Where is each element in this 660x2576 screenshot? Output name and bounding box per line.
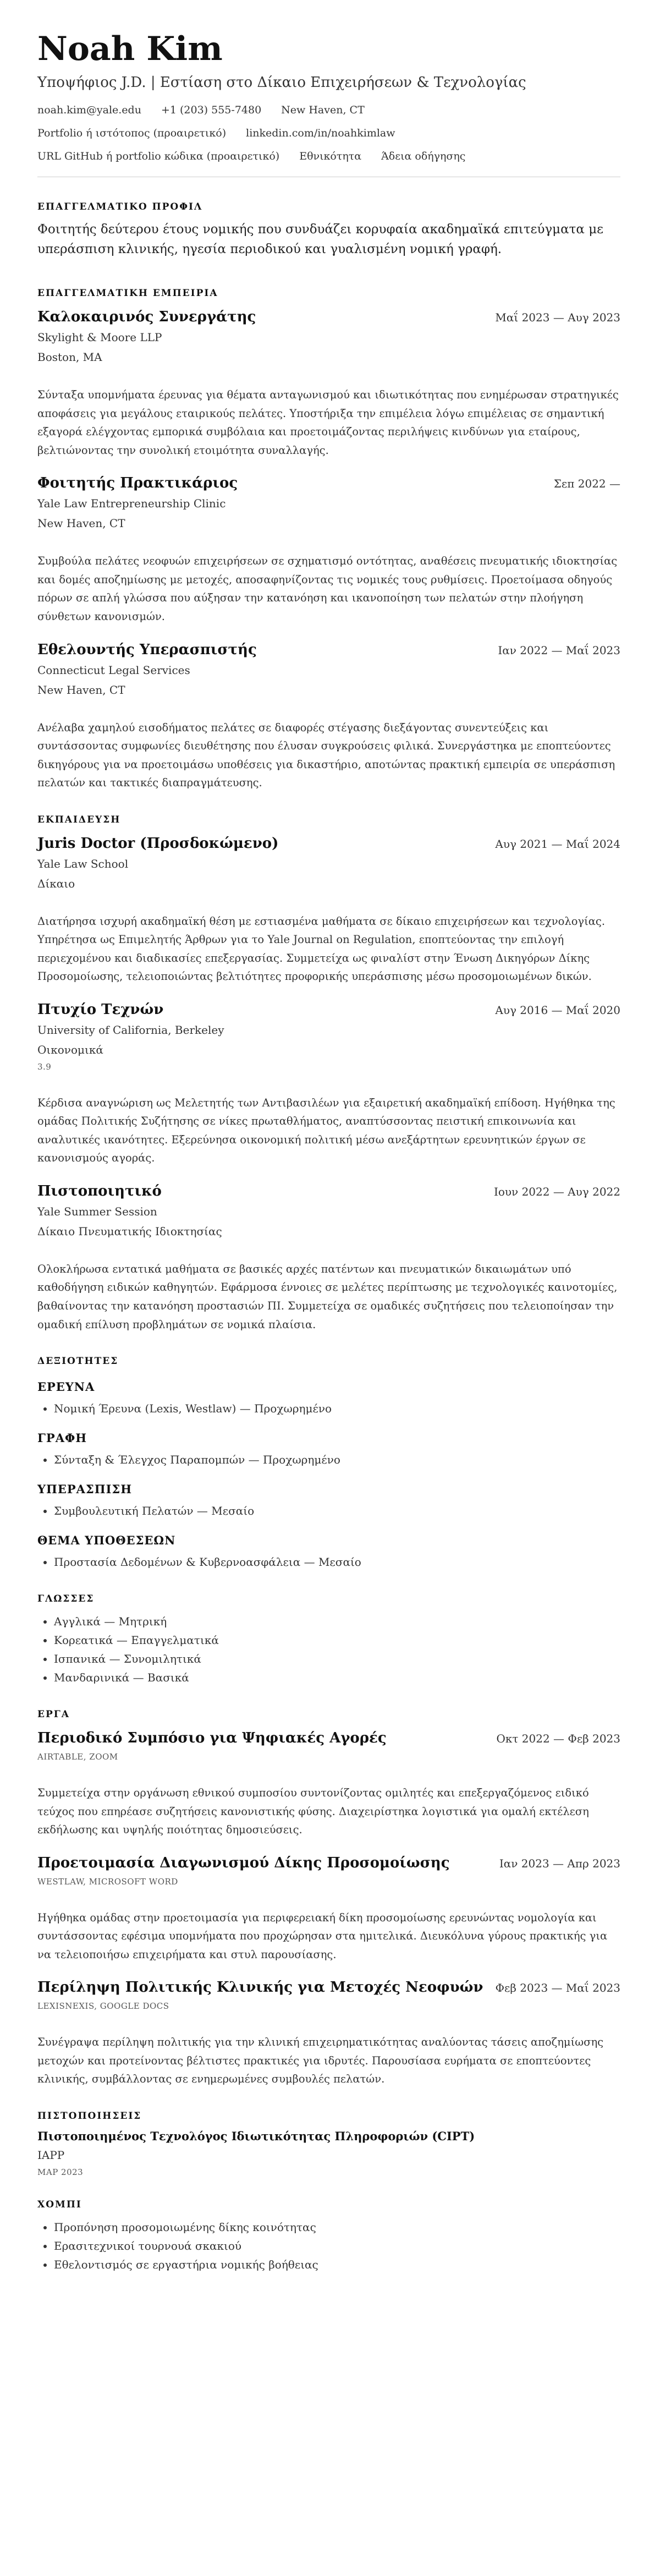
certification-issuer: IAPP	[37, 2148, 65, 2162]
languages-section	[37, 1593, 620, 1687]
project-date: Ιαν 2023 — Απρ 2023	[499, 1856, 620, 1870]
profile-section	[37, 201, 620, 259]
education-description: Ολοκλήρωσα εντατικά μαθήματα σε βασικές αρχές πατέντων και πνευματικών δικαιωμάτων υπό καθοδήγηση ειδικών καθηγητών. Εφάρμοσα έννοιες σε μελέτες περίπτωσης με τεχνολογικές καινοτομίες, βαθαίνοντας την κατανόηση προστασιών ΠΙ. Συμμετείχα σε ομαδικές συζητήσεις που τελειοποίησαν την ομαδική επίλυση προβλημάτων σε νομικά πλαίσια.	[37, 1262, 618, 1331]
phone[interactable]: +1 (203) 555-7480	[161, 104, 262, 116]
project-name: Προετοιμασία Διαγωνισμού Δίκης Προσομοίωσης	[37, 1854, 450, 1871]
project-tech: AIRTABLE, ZOOM	[37, 1752, 118, 1762]
contact-info	[37, 104, 620, 116]
job-date: Μαΐ 2023 — Αυγ 2023	[495, 311, 620, 325]
project-date: Φεβ 2023 — Μαΐ 2023	[495, 1981, 620, 1995]
certifications-section	[37, 2111, 620, 2177]
education-entry	[37, 1001, 620, 1168]
degree-date: Αυγ 2016 — Μαΐ 2020	[495, 1003, 620, 1017]
language-list	[37, 1612, 620, 1687]
project-name: Περιοδικό Συμπόσιο για Ψηφιακές Αγορές	[37, 1730, 387, 1747]
linkedin-link[interactable]: linkedin.com/in/noahkimlaw	[246, 127, 395, 139]
project-entry	[37, 1855, 620, 1964]
experience-section	[37, 288, 620, 792]
profile-text: Φοιτητής δεύτερου έτους νομικής που συνδυάζει κορυφαία ακαδημαϊκά επιτεύγματα με υπεράσπιση κλινικής, ηγεσία περιοδικού και γυαλισμένη νομική γραφή.	[37, 222, 604, 256]
headline: Υποψήφιος J.D. | Εστίαση στο Δίκαιο Επιχειρήσεων & Τεχνολογίας	[37, 74, 526, 91]
job-location: New Haven, CT	[37, 683, 125, 697]
languages-title: ΓΛΩΣΣΕΣ	[37, 1593, 95, 1605]
skill-category: ΓΡΑΦΗ	[37, 1431, 87, 1445]
skill-category: ΥΠΕΡΑΣΠΙΣΗ	[37, 1482, 133, 1497]
school-name: Yale Summer Session	[37, 1204, 157, 1218]
project-entry	[37, 1730, 620, 1839]
skills-title: ΔΕΞΙΟΤΗΤΕΣ	[37, 1356, 119, 1367]
job-date: Ιαν 2022 — Μαΐ 2023	[498, 643, 620, 657]
degree-date: Ιουν 2022 — Αυγ 2022	[493, 1185, 620, 1198]
school-name: Yale Law School	[37, 857, 129, 870]
skill-item: • Συμβουλευτική Πελατών — Μεσαίο	[54, 1501, 620, 1520]
job-description: Ανέλαβα χαμηλού εισοδήματος πελάτες σε διαφορές στέγασης διεξάγοντας συνεντεύξεις και συντάσσοντας συμφωνίες διευθέτησης που έλυσαν συγκρούσεις φιλικά. Συνεργάστηκα με εποπτεύοντες δικηγόρους για να προετοιμάσω υποθέσεις για δικαστήριο, αποτώντας πρακτική εμπειρία σε υπεράσπιση πελατών και τακτικές διαπραγμάτευσης.	[37, 721, 615, 790]
project-date: Οκτ 2022 — Φεβ 2023	[496, 1732, 620, 1746]
degree-title: Πτυχίο Τεχνών	[37, 1001, 164, 1018]
certifications-title: ΠΙΣΤΟΠΟΙΗΣΕΙΣ	[37, 2110, 142, 2122]
skill-item: • Σύνταξη & Έλεγχος Παραπομπών — Προχωρημένο	[54, 1450, 620, 1469]
education-description: Διατήρησα ισχυρή ακαδημαϊκή θέση με εστιασμένα μαθήματα σε δίκαιο επιχειρήσεων και τεχνολογίας. Υπηρέτησα ως Επιμελητής Άρθρων για το Yale Journal on Regulation, εποπτεύοντας την επιλογή περιεχομένου και διαδικασίες επεξεργασίας. Συμμετείχα ως φιναλίστ στην Ένωση Δικηγόρων Δίκης Προσομοίωσης, τελειοποιώντας βελτιότητες προφορικής υπεράσπισης μέσω προσομοιωμένων δικών.	[37, 914, 606, 983]
job-title: Καλοκαιρινός Συνεργάτης	[37, 309, 256, 326]
project-description: Συμμετείχα στην οργάνωση εθνικού συμποσίου συντονίζοντας ομιλητές και επεξεργαζόμενος ειδικό τεύχος που επηρέασε συζητήσεις κανονιστικής φύσης. Διαχειρίστηκα λογιστικά για ομαλή εκτέλεση εκδήλωσης και υψηλής ποιότητας δημοσιεύσεις.	[37, 1786, 589, 1837]
skill-item: • Προστασία Δεδομένων & Κυβερνοασφάλεια — Μεσαίο	[54, 1553, 620, 1571]
language-item: • Κορεατικά — Επαγγελματικά	[54, 1631, 620, 1649]
skill-item: • Νομική Έρευνα (Lexis, Westlaw) — Προχωρημένο	[54, 1399, 620, 1418]
hobby-item: • Ερασιτεχνικοί τουρνουά σκακιού	[54, 2237, 620, 2255]
driving-license: Άδεια οδήγησης	[381, 150, 466, 162]
job-date: Σεπ 2022 —	[553, 477, 620, 491]
project-tech: WESTLAW, MICROSOFT WORD	[37, 1876, 178, 1887]
experience-entry	[37, 642, 620, 792]
project-description: Ηγήθηκα ομάδας στην προετοιμασία για περιφερειακή δίκη προσομοίωσης ερευνώντας νομολογία και συντάσσοντας εφέσιμα υπομνήματα που προχώρησαν στα ημιτελικά. Διευκόλυνα γύρους πρακτικής για να τελειοποιήσω επιχειρήματα και στυλ παρουσίασης.	[37, 1911, 608, 1961]
education-entry	[37, 1183, 620, 1334]
candidate-name: Noah Kim	[37, 30, 223, 68]
experience-entry	[37, 475, 620, 626]
links-row-1	[37, 127, 620, 139]
experience-title: ΕΠΑΓΓΕΛΜΑΤΙΚΗ ΕΜΠΕΙΡΙΑ	[37, 288, 218, 299]
experience-entry	[37, 309, 620, 459]
nationality: Εθνικότητα	[299, 150, 362, 162]
skill-list	[37, 1553, 620, 1571]
projects-title: ΕΡΓΑ	[37, 1709, 70, 1720]
gpa: 3.9	[37, 1061, 52, 1072]
github-link[interactable]: URL GitHub ή portfolio κώδικα (προαιρετικό)	[37, 150, 280, 162]
projects-section	[37, 1709, 620, 2089]
skill-category: ΘΕΜΑ ΥΠΟΘΕΣΕΩΝ	[37, 1533, 176, 1548]
hobby-item: • Προπόνηση προσομοιωμένης δίκης κοινότητας	[54, 2218, 620, 2237]
job-org: Skylight & Moore LLP	[37, 331, 162, 344]
skill-list	[37, 1399, 620, 1418]
hobbies-title: ΧΟΜΠΙ	[37, 2199, 82, 2210]
job-location: New Haven, CT	[37, 517, 125, 530]
profile-title: ΕΠΑΓΓΕΛΜΑΤΙΚΟ ΠΡΟΦΙΛ	[37, 201, 203, 212]
language-item: • Αγγλικά — Μητρική	[54, 1612, 620, 1631]
education-title: ΕΚΠΑΙΔΕΥΣΗ	[37, 814, 121, 825]
email[interactable]: noah.kim@yale.edu	[37, 104, 141, 116]
language-item: • Μανδαρινικά — Βασικά	[54, 1668, 620, 1687]
degree-title: Juris Doctor (Προσδοκώμενο)	[37, 835, 279, 852]
skill-category: ΕΡΕΥΝΑ	[37, 1380, 95, 1394]
portfolio-link[interactable]: Portfolio ή ιστότοπος (προαιρετικό)	[37, 127, 227, 139]
school-name: University of California, Berkeley	[37, 1023, 224, 1037]
job-org: Connecticut Legal Services	[37, 663, 190, 677]
degree-title: Πιστοποιητικό	[37, 1182, 162, 1199]
skill-list	[37, 1501, 620, 1520]
job-org: Yale Law Entrepreneurship Clinic	[37, 497, 226, 511]
field-of-study: Δίκαιο Πνευματικής Ιδιοκτησίας	[37, 1224, 222, 1238]
language-item: • Ισπανικά — Συνομιλητικά	[54, 1649, 620, 1668]
project-description: Συνέγραψα περίληψη πολιτικής για την κλινική επιχειρηματικότητας αναλύοντας τάσεις αποζημίωσης μετοχών και προτείνοντας βέλτιστες πρακτικές για ιδρυτές. Παρουσίασα ευρήματα σε εποπτεύοντες κλινικής, συμβάλλοντας σε ενημερωμένες συμβουλές πελατών.	[37, 2036, 604, 2086]
skill-list	[37, 1450, 620, 1469]
hobby-item: • Εθελοντισμός σε εργαστήρια νομικής βοήθειας	[54, 2255, 620, 2274]
skills-section	[37, 1356, 620, 1571]
links-row-2	[37, 150, 620, 162]
certification-name: Πιστοποιημένος Τεχνολόγος Ιδιωτικότητας Πληροφοριών (CIPT)	[37, 2129, 475, 2143]
education-description: Κέρδισα αναγνώριση ως Μελετητής των Αντιβασιλέων για εξαιρετική ακαδημαϊκή επίδοση. Ηγήθηκα της ομάδας Πολιτικής Συζήτησης σε νίκες πρωταθλήματος, αναπτύσσοντας πειστική επικοινωνία και αναλυτικές ικανότητες. Εξερεύνησα οικονομική πολιτική μέσω ανεξάρτητων ερευνητικών έργων σε κανονισμούς αγοράς.	[37, 1096, 615, 1165]
degree-date: Αυγ 2021 — Μαΐ 2024	[495, 837, 620, 851]
location: New Haven, CT	[281, 104, 365, 116]
field-of-study: Οικονομικά	[37, 1043, 103, 1056]
field-of-study: Δίκαιο	[37, 876, 75, 890]
certification-date: MAP 2023	[37, 2167, 84, 2177]
education-section	[37, 814, 620, 1334]
job-title: Εθελουντής Υπερασπιστής	[37, 641, 257, 658]
job-description: Συμβούλα πελάτες νεοφυών επιχειρήσεων σε σχηματισμό οντότητας, αναθέσεις πνευματικής ιδιοκτησίας και δομές αποζημίωσης με μετοχές, αποσαφηνίζοντας τις νομικές τους ρυθμίσεις. Προετοίμασα οδηγούς πόρων σε απλή γλώσσα που αύξησαν την κατανόηση και ικανοποίηση των πελατών στην πλοήγηση σύνθετων κανονισμών.	[37, 555, 618, 623]
project-tech: LEXISNEXIS, GOOGLE DOCS	[37, 2001, 169, 2012]
hobby-list	[37, 2218, 620, 2274]
education-entry	[37, 835, 620, 986]
hobbies-section	[37, 2199, 620, 2274]
job-title: Φοιτητής Πρακτικάριος	[37, 475, 238, 492]
project-entry	[37, 1979, 620, 2089]
job-description: Σύνταξα υπομνήματα έρευνας για θέματα ανταγωνισμού και ιδιωτικότητας που ενημέρωσαν στρατηγικές αποφάσεις για μεγάλους εταιρικούς πελάτες. Υποστήριξα την επιμέλεια λόγω επιμέλειας σε σημαντική εξαγορά ελέγχοντας εμπορικά συμβόλαια και προετοιμάζοντας περιλήψεις κινδύνων για εταίρους, βελτιώνοντας την συνολική ετοιμότητα συναλλαγής.	[37, 388, 619, 457]
project-name: Περίληψη Πολιτικής Κλινικής για Μετοχές Νεοφυών	[37, 1979, 483, 1996]
job-location: Boston, MA	[37, 350, 102, 364]
